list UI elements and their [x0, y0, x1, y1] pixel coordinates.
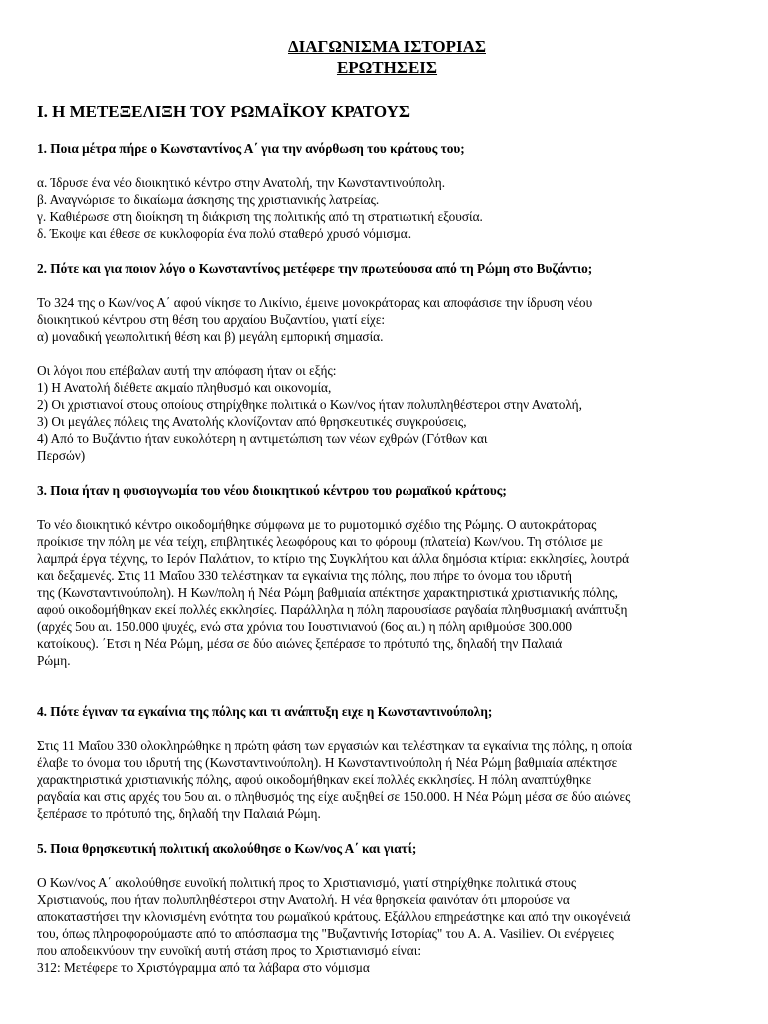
- answer-line: Χριστιανούς, που ήταν πολυπληθέστεροι στην Ανατολή. Η νέα θρησκεία φαινόταν ότι μπορούσε να: [37, 892, 570, 907]
- answer-line: διοικητικού κέντρου στη θέση του αρχαίου Βυζαντίου, γιατί είχε:: [37, 312, 386, 327]
- answer-paragraph: [37, 874, 737, 976]
- answer-line: που αποδεικνύουν την ευνοϊκή αυτή στάση προς το Χριστιανισμό είναι:: [37, 943, 422, 958]
- answer-line: κατοίκους). ΄Ετσι η Νέα Ρώμη, μέσα σε δύο αιώνες ξεπέρασε το πρότυπό της, δηλαδή την Παλαιά: [37, 636, 563, 651]
- answer-line: β. Αναγνώρισε το δικαίωμα άσκησης της χριστιανικής λατρείας.: [37, 192, 380, 207]
- answer-paragraph: [37, 362, 737, 464]
- answer-line: (αρχές 5ου αι. 150.000 ψυχές, ενώ στα χρόνια του Ιουστινιανού (6ος αι.) η πόλη αριθμούσε 300.000: [37, 619, 573, 634]
- document-page: [37, 36, 737, 976]
- answer-line: 4) Από το Βυζάντιο ήταν ευκολότερη η αντιμετώπιση των νέων εχθρών (Γότθων και: [37, 431, 488, 446]
- answer-line: 1) Η Ανατολή διέθετε ακμαίο πληθυσμό και οικονομία,: [37, 380, 332, 395]
- question-5: 5. Ποια θρησκευτική πολιτική ακολούθησε ο Κων/νος Α΄ και γιατί;: [37, 841, 417, 856]
- answer-paragraph: [37, 737, 737, 822]
- answer-line: ραγδαία και στις αρχές του 5ου αι. ο πληθυσμός της είχε αυξηθεί σε 150.000. Η Νέα Ρώμη μέσα σε δύο αιώνες: [37, 789, 631, 804]
- answer-line: Στις 11 Μαΐου 330 ολοκληρώθηκε η πρώτη φάση των εργασιών και τελέστηκαν τα εγκαίνια της πόλης, η οποία: [37, 738, 632, 753]
- answer-line: Ο Κων/νος Α΄ ακολούθησε ευνοϊκή πολιτική προς το Χριστιανισμό, γιατί στηρίχθηκε πολιτικά στους: [37, 875, 577, 890]
- answer-line: Περσών): [37, 448, 86, 463]
- section-heading: Ι. Η ΜΕΤΕΞΕΛΙΞΗ ΤΟΥ ΡΩΜΑΪΚΟΥ ΚΡΑΤΟΥΣ: [37, 102, 411, 121]
- document-title: [37, 36, 737, 78]
- answer-line: αποκαταστήσει την κλονισμένη ενότητα του ρωμαϊκού κράτους. Εξάλλου επηρεάστηκε και από την οικογένειά: [37, 909, 631, 924]
- answer-line: της (Κωνσταντινούπολη). Η Κων/πολη ή Νέα Ρώμη βαθμιαία απέκτησε χαρακτηριστικά χριστιανικής πόλης,: [37, 585, 618, 600]
- questions-list: [37, 140, 737, 976]
- answer-line: δ. Έκοψε και έθεσε σε κυκλοφορία ένα πολύ σταθερό χρυσό νόμισμα.: [37, 226, 412, 241]
- title-line-1: ΔΙΑΓΩΝΙΣΜΑ ΙΣΤΟΡΙΑΣ: [288, 37, 486, 56]
- answer-line: Ρώμη.: [37, 653, 71, 668]
- answer-line: Το νέο διοικητικό κέντρο οικοδομήθηκε σύμφωνα με το ρυμοτομικό σχέδιο της Ρώμης. Ο αυτοκράτορας: [37, 517, 597, 532]
- answer-line: του, όπως πληροφορούμαστε από το απόσπασμα της "Βυζαντινής Ιστορίας" του A. A. Vasiliev. Οι ενέργειες: [37, 926, 614, 941]
- answer-line: Το 324 της ο Κων/νος Α΄ αφού νίκησε το Λικίνιο, έμεινε μονοκράτορας και αποφάσισε την ίδρυση νέου: [37, 295, 593, 310]
- answer-line: 3) Οι μεγάλες πόλεις της Ανατολής κλονίζονταν από θρησκευτικές συγκρούσεις,: [37, 414, 467, 429]
- answer-line: έλαβε το όνομα του ιδρυτή της (Κωνσταντινούπολη). Η Κωνσταντινούπολη ή Νέα Ρώμη βαθμιαία απέκτησε: [37, 755, 618, 770]
- question-3: 3. Ποια ήταν η φυσιογνωμία του νέου διοικητικού κέντρου του ρωμαϊκού κράτους;: [37, 483, 507, 498]
- answer-line: γ. Καθιέρωσε στη διοίκηση τη διάκριση της πολιτικής από τη στρατιωτική εξουσία.: [37, 209, 483, 224]
- answer-paragraph: [37, 294, 737, 345]
- answer-line: α. Ίδρυσε ένα νέο διοικητικό κέντρο στην Ανατολή, την Κωνσταντινούπολη.: [37, 175, 446, 190]
- answer-line: 2) Οι χριστιανοί στους οποίους στηρίχθηκε πολιτικά ο Κων/νος ήταν πολυπληθέστεροι στην Ανατολή,: [37, 397, 582, 412]
- answer-paragraph: [37, 174, 737, 242]
- answer-paragraph: [37, 516, 737, 669]
- answer-line: και δεξαμενές. Στις 11 Μαΐου 330 τελέστηκαν τα εγκαίνια της πόλης, που πήρε το όνομα του ιδρυτή: [37, 568, 572, 583]
- answer-line: α) μοναδική γεωπολιτική θέση και β) μεγάλη εμπορική σημασία.: [37, 329, 384, 344]
- title-line-2: ΕΡΩΤΗΣΕΙΣ: [336, 58, 438, 77]
- question-4: 4. Πότε έγιναν τα εγκαίνια της πόλης και τι ανάπτυξη ειχε η Κωνσταντινούπολη;: [37, 704, 493, 719]
- question-1: 1. Ποια μέτρα πήρε ο Κωνσταντίνος Α΄ για την ανόρθωση του κράτους του;: [37, 141, 465, 156]
- answer-line: ξεπέρασε το πρότυπό της, δηλαδή την Παλαιά Ρώμη.: [37, 806, 321, 821]
- answer-line: αφού οικοδομήθηκαν εκεί πολλές εκκλησίες. Παράλληλα η πόλη παρουσίασε ραγδαία πληθυσμιακή ανάπτυξη: [37, 602, 628, 617]
- answer-line: προίκισε την πόλη με νέα τείχη, επιβλητικές λεωφόρους και το φόρουμ (πλατεία) Κων/νου. Τη στόλισε με: [37, 534, 603, 549]
- question-2: 2. Πότε και για ποιον λόγο ο Κωνσταντίνος μετέφερε την πρωτεύουσα από τη Ρώμη στο Βυζάντιο;: [37, 261, 593, 276]
- answer-line: λαμπρά έργα τέχνης, το Ιερόν Παλάτιον, το κτίριο της Συγκλήτου και άλλα δημόσια κτίρια: εκκλησίες, λουτρά: [37, 551, 630, 566]
- answer-line: 312: Μετέφερε το Χριστόγραμμα από τα λάβαρα στο νόμισμα: [37, 960, 370, 975]
- answer-line: Οι λόγοι που επέβαλαν αυτή την απόφαση ήταν οι εξής:: [37, 363, 337, 378]
- answer-line: χαρακτηριστικά χριστιανικής πόλης, αφού οικοδομήθηκαν εκεί πολλές εκκλησίες. Η πόλη αναπτύχθηκε: [37, 772, 592, 787]
